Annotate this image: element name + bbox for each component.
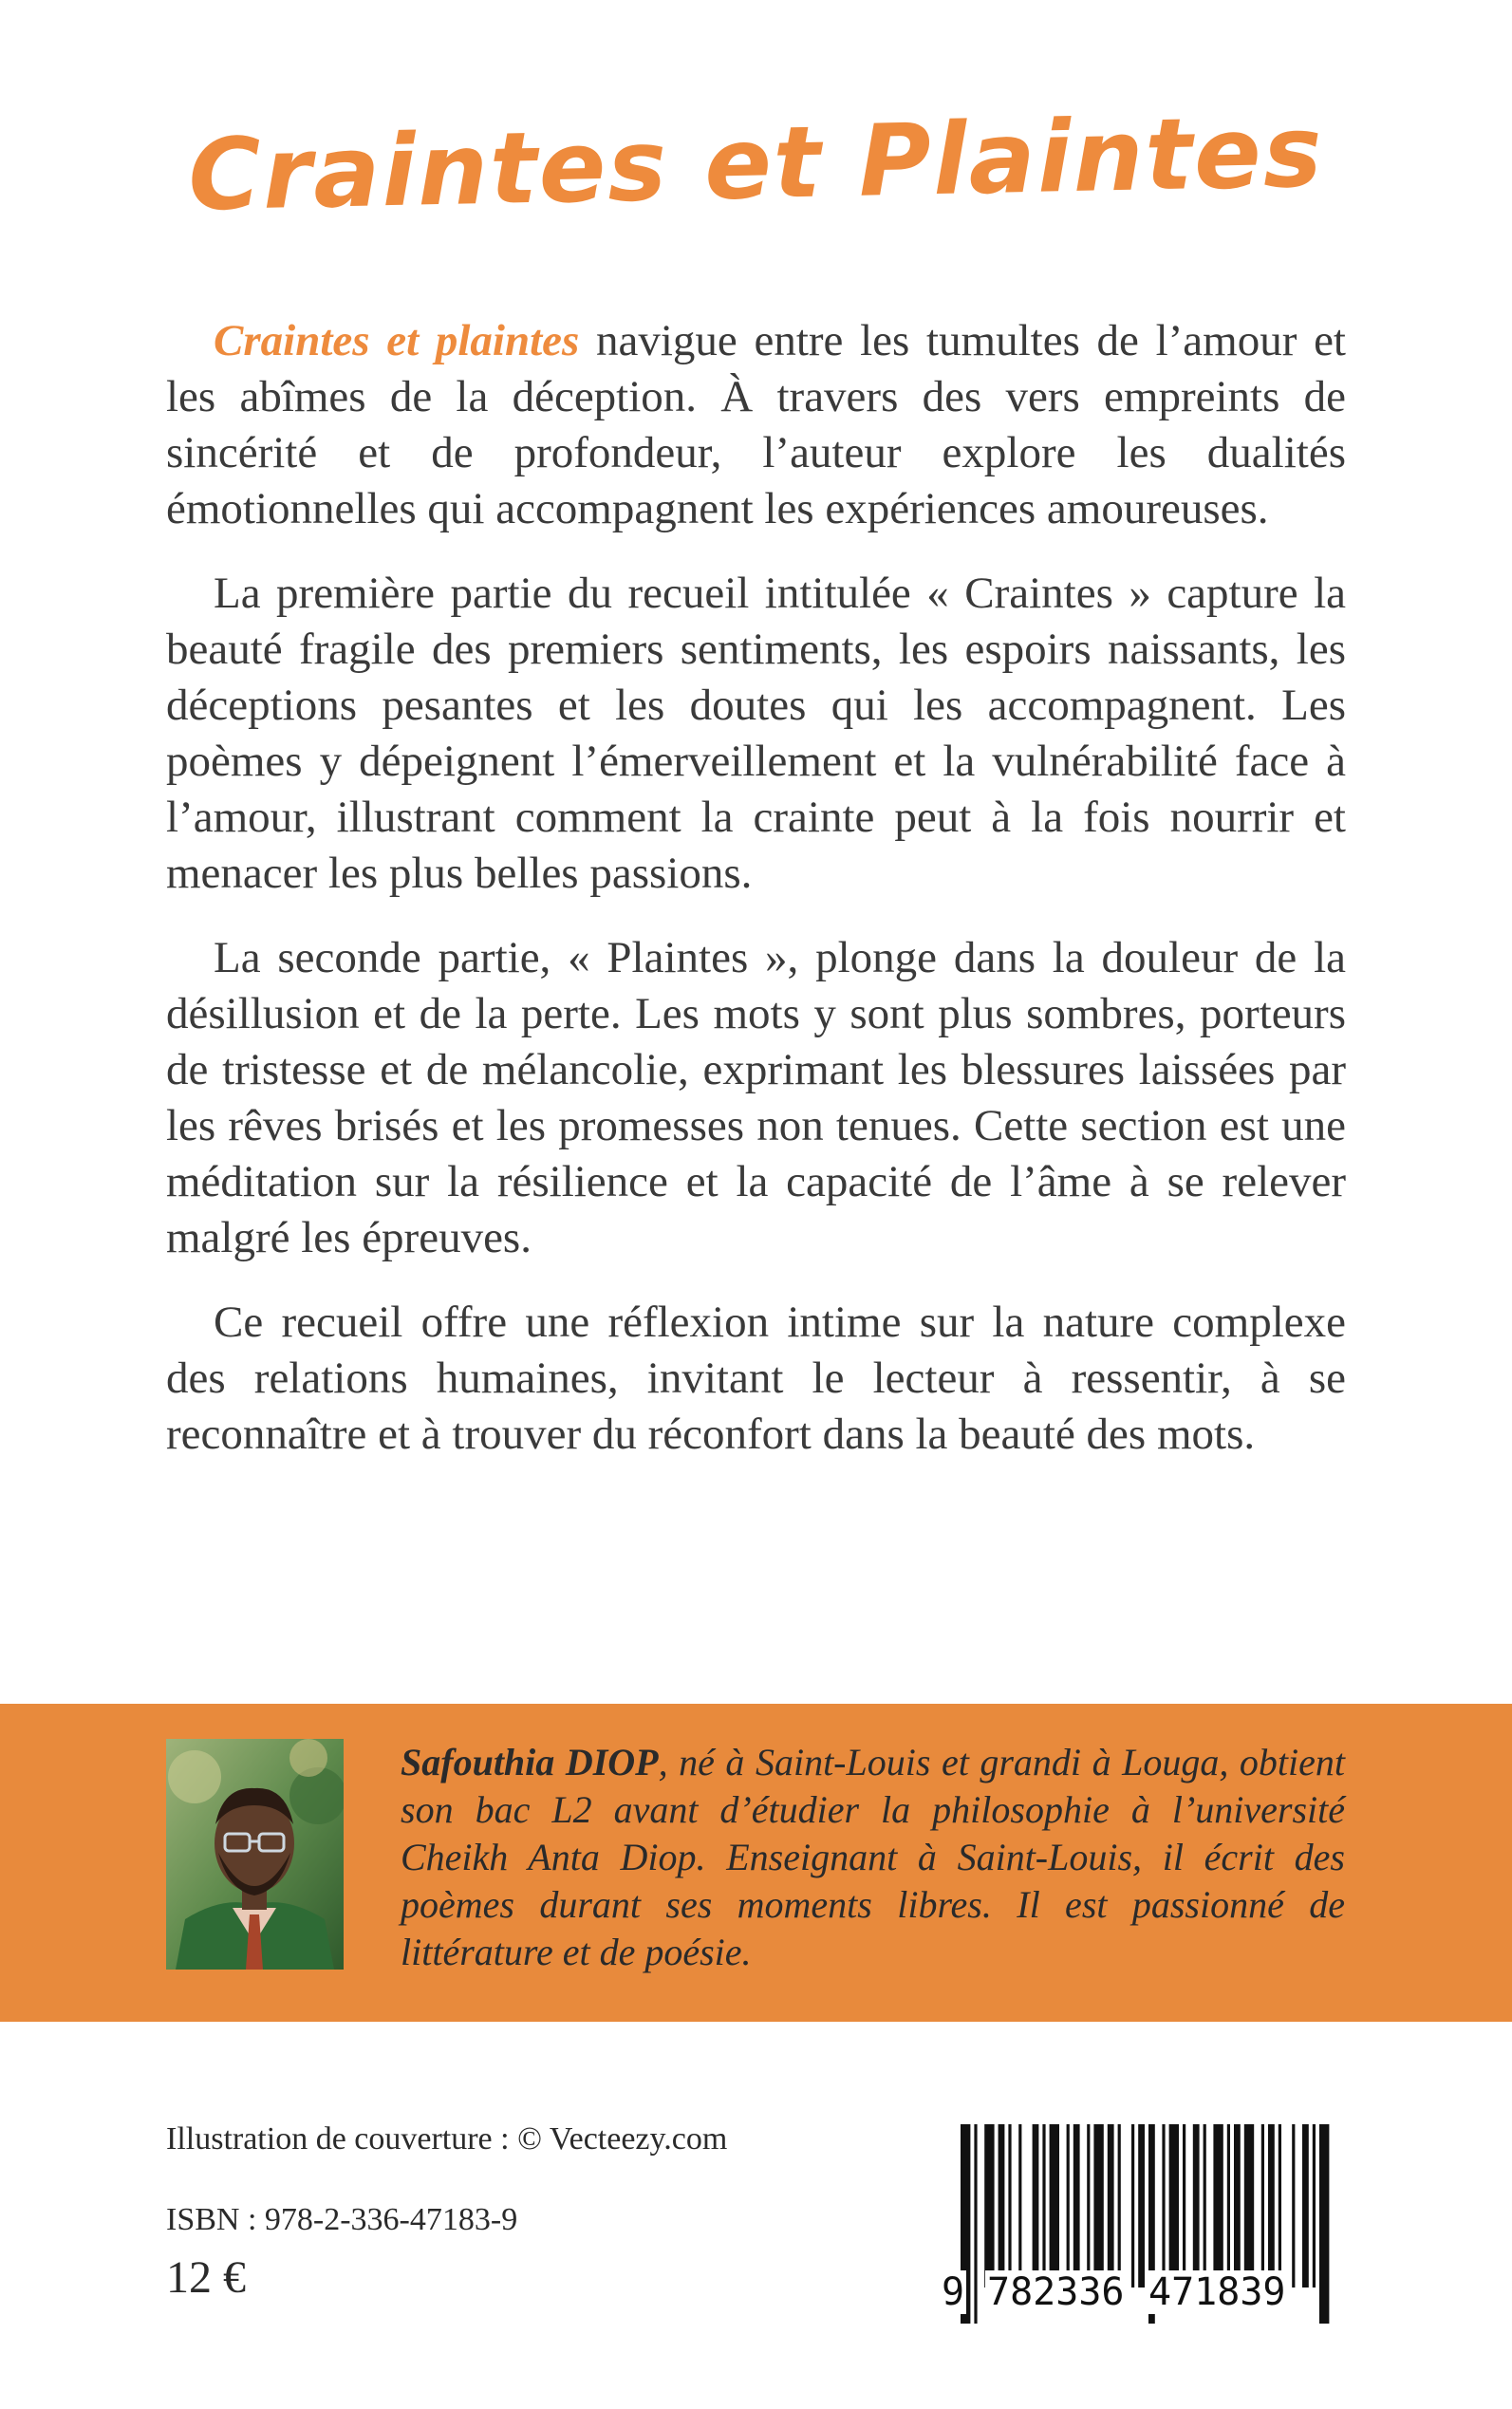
barcode-bar — [1292, 2124, 1295, 2288]
barcode-bar — [1261, 2124, 1264, 2288]
barcode-bar — [1268, 2124, 1275, 2288]
barcode-bar — [1008, 2124, 1011, 2288]
barcode-bar — [1050, 2124, 1059, 2288]
barcode-bar — [1067, 2124, 1070, 2288]
barcode-bar — [999, 2124, 1005, 2288]
cover-illustration-credit: Illustration de couverture : © Vecteezy.com — [166, 2121, 728, 2157]
barcode-bar — [1138, 2124, 1145, 2288]
barcode-bar — [1131, 2124, 1134, 2288]
barcode-bar — [1244, 2124, 1254, 2288]
barcode-bar — [1193, 2124, 1200, 2288]
author-photo — [166, 1739, 344, 1970]
barcode-bar — [1279, 2124, 1281, 2288]
back-cover-summary — [166, 313, 1346, 1491]
book-title: Craintes et Plaintes — [187, 93, 1325, 233]
summary-paragraph-1-text: navigue entre les tumultes de l’amour et les abîmes de la déception. À travers des vers empreints de sincérité et de profondeur, l’auteur explore les dualités émotionnelles qui accompagnent les expériences amoureuses. — [166, 316, 1346, 533]
barcode-bar — [1302, 2124, 1309, 2288]
barcode-bar — [1313, 2124, 1316, 2288]
barcode-bar — [1073, 2124, 1080, 2288]
summary-title-emphasis: Craintes et plaintes — [214, 316, 580, 365]
barcode-bar — [1108, 2124, 1114, 2288]
isbn-number: ISBN : 978-2-336-47183-9 — [166, 2202, 518, 2237]
barcode-digits — [940, 2270, 1331, 2327]
summary-paragraph-2: La première partie du recueil intitulée « Craintes » capture la beauté fragile des premiers sentiments, les espoirs naissants, les déceptions pesantes et les doutes qui les accompagnent. Les poèmes y dépeignent l’émerveillement et la vulnérabilité face à l’amour, illustrant comment la crainte peut à la fois nourrir et menacer les plus belles passions. — [166, 569, 1346, 898]
barcode-bar — [1162, 2124, 1165, 2288]
barcode-bar — [1118, 2124, 1121, 2288]
summary-paragraph-4: Ce recueil offre une réflexion intime sur la nature complexe des relations humaines, invitant le lecteur à ressentir, à se reconnaître et à trouver du réconfort dans la beauté des mots. — [166, 1298, 1346, 1459]
barcode-bar — [1183, 2124, 1185, 2288]
barcode-bar — [1018, 2124, 1021, 2288]
barcode-bar — [1227, 2124, 1230, 2288]
barcode-right-digits: 471839 — [1148, 2270, 1286, 2314]
barcode-bar — [1087, 2124, 1090, 2288]
barcode-bar — [1213, 2124, 1223, 2288]
price: 12 € — [166, 2252, 246, 2303]
author-name: Safouthia DIOP — [401, 1741, 659, 1783]
author-bio-text: , né à Saint-Louis et grandi à Louga, obtient son bac L2 avant d’étudier la philosophie à l’université Cheikh Anta Diop. Enseignant à Saint-Louis, il écrit des poèmes durant ses moments libres. Il est passionné de littérature et de poésie. — [401, 1741, 1345, 1973]
summary-paragraph-3: La seconde partie, « Plaintes », plonge dans la douleur de la désillusion et de la perte. Les mots y sont plus sombres, porteurs de tristesse et de mélancolie, exprimant les blessures laissées par les rêves brisés et les promesses non tenues. Cette section est une méditation sur la résilience et la capacité de l’âme à se relever malgré les épreuves. — [166, 933, 1346, 1262]
barcode-bar — [1042, 2124, 1045, 2288]
barcode-bar — [1169, 2124, 1179, 2288]
barcode-lead-digit: 9 — [942, 2270, 965, 2314]
barcode-bar — [1093, 2124, 1103, 2288]
barcode-bar — [1033, 2124, 1039, 2288]
barcode-left-digits: 782336 — [987, 2270, 1125, 2314]
summary-paragraph-1 — [166, 313, 1346, 537]
barcode-bar — [1234, 2124, 1241, 2288]
author-bio — [401, 1739, 1345, 1976]
barcode-bar — [1204, 2124, 1206, 2288]
author-portrait-image — [166, 1739, 344, 1970]
barcode-bar — [984, 2124, 994, 2288]
